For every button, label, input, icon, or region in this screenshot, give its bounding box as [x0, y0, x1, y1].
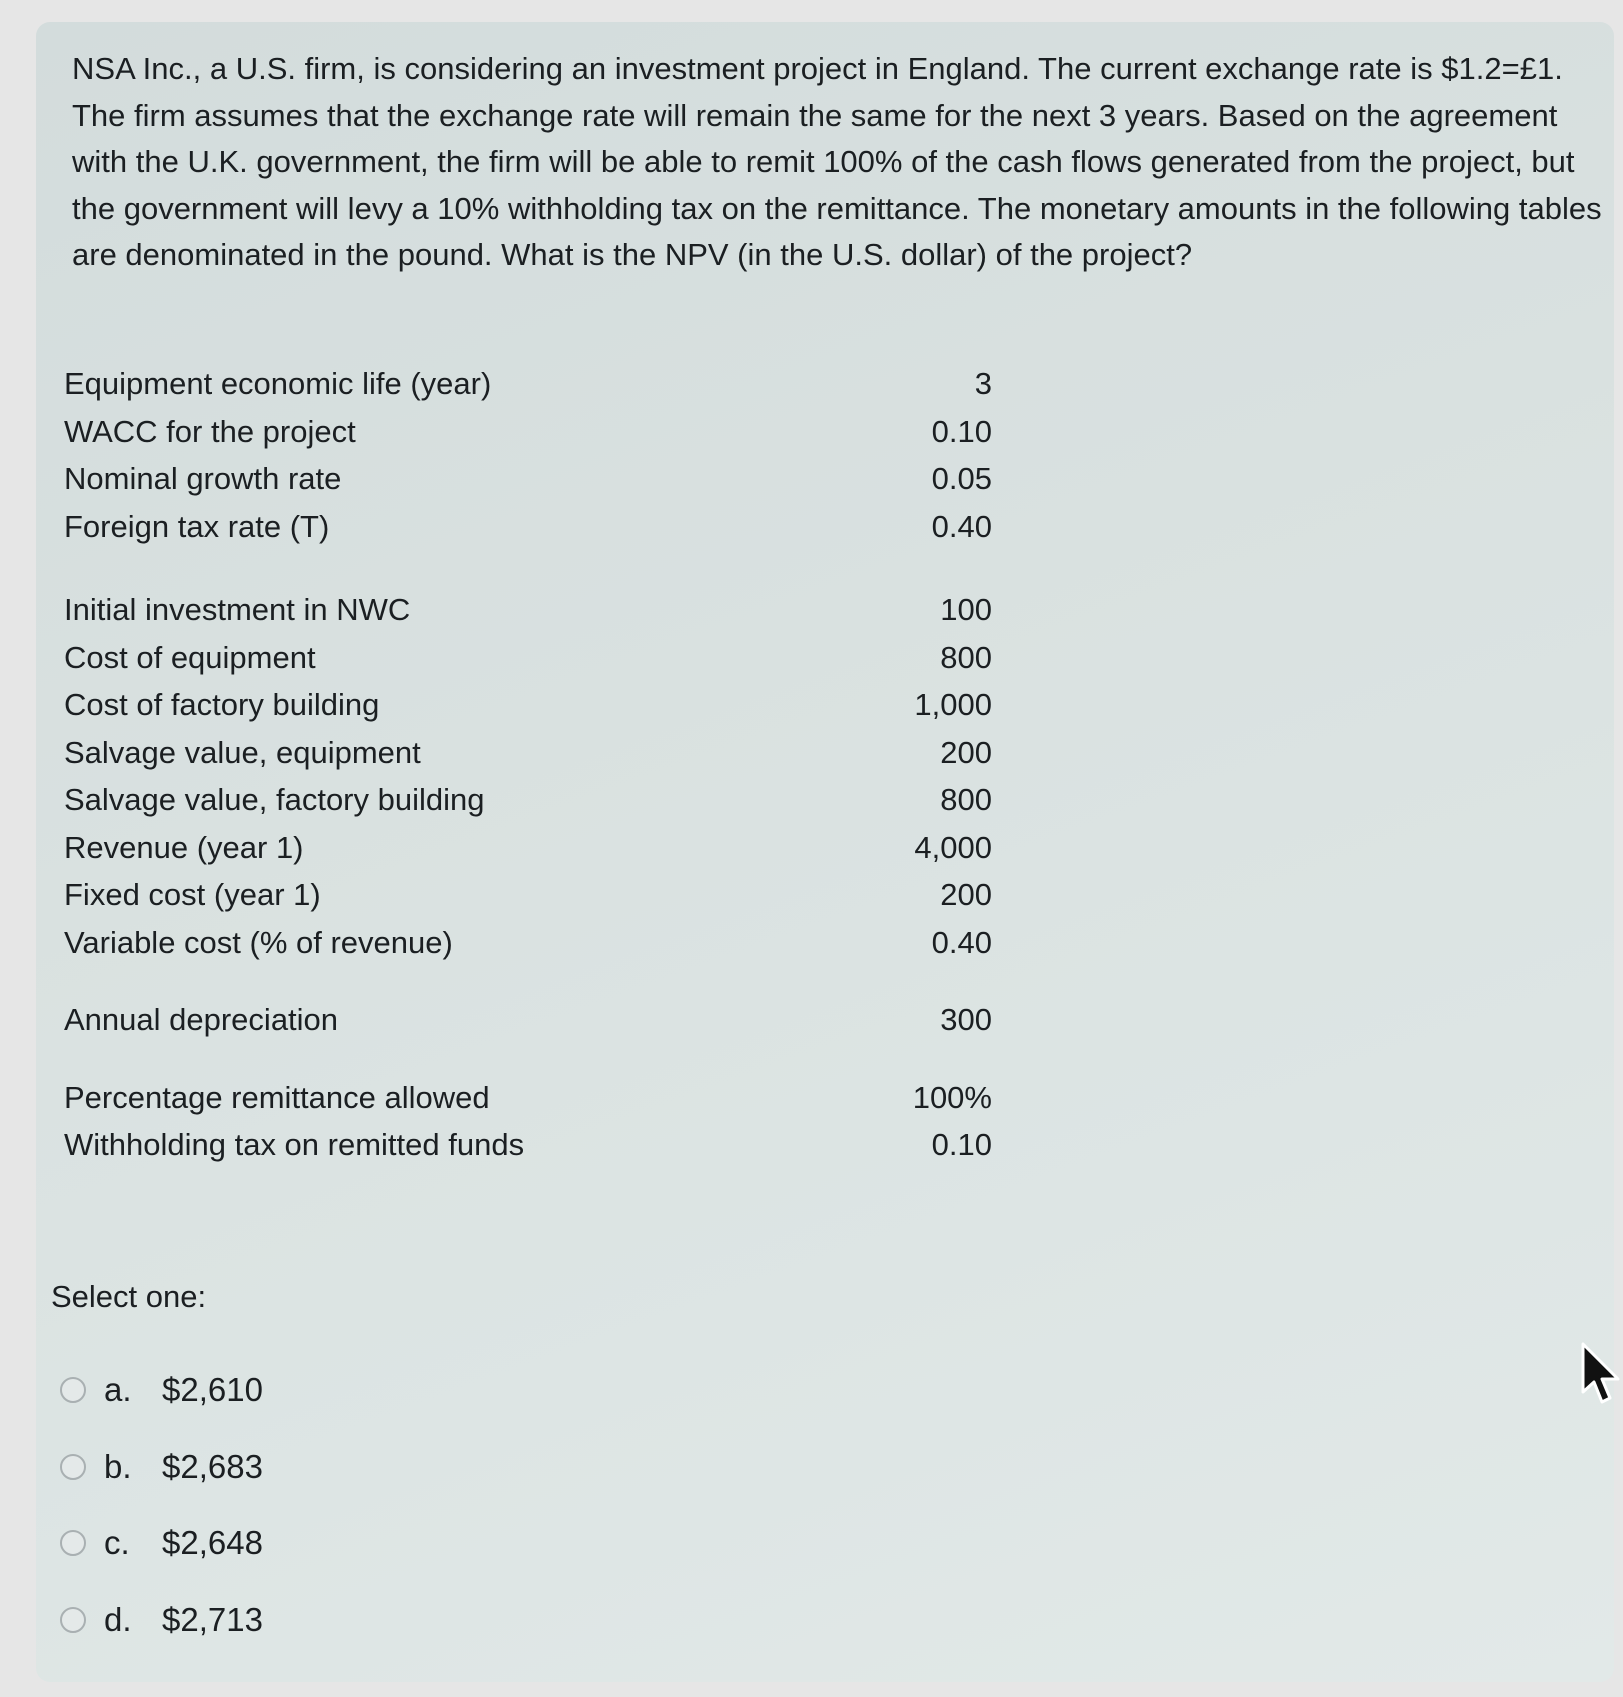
- radio-button-c[interactable]: [60, 1530, 86, 1556]
- question-text: NSA Inc., a U.S. firm, is considering an investment project in England. The current exchange rate is $1.2=£1. The firm assumes that the exchange rate will remain the same for the next 3 years. Based on the agreement with the U.K. government, the firm will be able to remit 100% of the cash flows generated from the project, but the government will levy a 10% withholding tax on the remittance. The monetary amounts in the following tables are denominated in the pound. What is the NPV (in the U.S. dollar) of the project?: [72, 51, 1602, 272]
- row-value: 0.40: [931, 924, 992, 960]
- row-label: Withholding tax on remitted funds: [64, 1127, 525, 1162]
- option-b[interactable]: [60, 1429, 263, 1506]
- option-a[interactable]: [60, 1352, 263, 1429]
- table-row: [64, 824, 992, 872]
- option-text: $2,683: [162, 1447, 263, 1485]
- row-value: 1,000: [914, 687, 992, 722]
- row-label: Salvage value, equipment: [64, 734, 421, 770]
- row-label: Cost of factory building: [64, 687, 380, 722]
- table-row: [64, 1121, 992, 1169]
- row-value: 0.10: [931, 413, 992, 449]
- option-text: $2,648: [162, 1524, 263, 1562]
- row-label: Salvage value, factory building: [64, 782, 485, 817]
- radio-button-a[interactable]: [60, 1377, 86, 1403]
- mouse-pointer-icon: [1580, 1342, 1623, 1412]
- row-label: Fixed cost (year 1): [64, 877, 321, 912]
- group-spacer: [64, 550, 992, 586]
- row-label: Cost of equipment: [64, 639, 316, 675]
- row-label: Percentage remittance allowed: [64, 1079, 490, 1115]
- row-label: Revenue (year 1): [64, 829, 304, 865]
- table-row: [64, 586, 992, 634]
- row-label: Initial investment in NWC: [64, 592, 411, 627]
- table-row: [64, 360, 992, 408]
- option-text: $2,610: [162, 1371, 263, 1409]
- table-row: [64, 919, 992, 967]
- table-row: [64, 996, 992, 1044]
- option-c[interactable]: [60, 1505, 263, 1582]
- row-value: 800: [940, 782, 992, 817]
- option-text: $2,713: [162, 1600, 263, 1638]
- row-label: Annual depreciation: [64, 1002, 339, 1037]
- row-value: 200: [940, 734, 992, 770]
- option-letter: d.: [104, 1600, 132, 1638]
- row-label: Foreign tax rate (T): [64, 508, 330, 544]
- option-letter: c.: [104, 1524, 130, 1562]
- option-letter: a.: [104, 1371, 132, 1409]
- row-value: 0.10: [931, 1127, 992, 1162]
- option-letter: b.: [104, 1447, 132, 1485]
- group-spacer: [64, 1044, 992, 1074]
- row-label: Nominal growth rate: [64, 461, 342, 496]
- row-value: 300: [940, 1002, 992, 1037]
- row-label: Equipment economic life (year): [64, 366, 492, 401]
- row-value: 0.40: [931, 508, 992, 544]
- table-row: [64, 776, 992, 824]
- table-row: [64, 681, 992, 729]
- table-row: [64, 871, 992, 919]
- radio-button-d[interactable]: [60, 1607, 86, 1633]
- row-value: 100%: [912, 1079, 992, 1115]
- question-card: [36, 22, 1614, 1682]
- table-row: [64, 634, 992, 682]
- table-row: [64, 408, 992, 456]
- row-value: 4,000: [914, 829, 992, 865]
- row-value: 800: [940, 639, 992, 675]
- table-row: [64, 729, 992, 777]
- row-label: Variable cost (% of revenue): [64, 924, 453, 960]
- radio-button-b[interactable]: [60, 1454, 86, 1480]
- data-table: [64, 360, 992, 1169]
- answer-options: [60, 1352, 263, 1658]
- row-value: 3: [974, 366, 992, 401]
- row-value: 100: [940, 592, 992, 627]
- row-value: 200: [940, 877, 992, 912]
- group-spacer: [64, 966, 992, 996]
- row-label: WACC for the project: [64, 413, 356, 449]
- option-d[interactable]: [60, 1582, 263, 1659]
- select-one-label: Select one:: [51, 1279, 207, 1314]
- table-row: [64, 455, 992, 503]
- row-value: 0.05: [931, 461, 992, 496]
- table-row: [64, 503, 992, 551]
- table-row: [64, 1074, 992, 1122]
